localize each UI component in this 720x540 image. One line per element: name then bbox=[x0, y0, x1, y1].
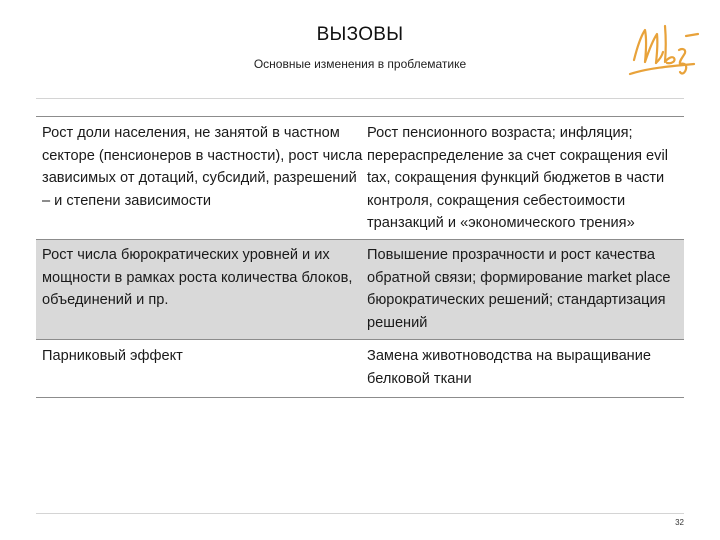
top-divider bbox=[36, 98, 684, 99]
table-row bbox=[36, 240, 684, 340]
page-title: ВЫЗОВЫ bbox=[316, 24, 404, 45]
challenges-table bbox=[36, 116, 684, 398]
response-cell: Замена животноводства на выращивание белковой ткани bbox=[367, 348, 652, 387]
response-cell: Рост пенсионного возраста; инфляция; перераспределение за счет сокращения evil tax, сокращения функций бюджетов в части контроля, сокращения себестоимости транзакций и «экономического трения» bbox=[367, 125, 668, 232]
response-cell: Повышение прозрачности и рост качества обратной связи; формирование market place бюрократических решений; стандартизация решений bbox=[367, 246, 671, 331]
challenge-cell: Парниковый эффект bbox=[42, 348, 183, 365]
page-subtitle: Основные изменения в проблематике bbox=[253, 57, 467, 71]
table-row bbox=[36, 340, 684, 397]
page-number: 32 bbox=[675, 518, 684, 527]
bottom-divider bbox=[36, 513, 684, 514]
challenge-cell: Рост доли населения, не занятой в частном секторе (пенсионеров в частности), рост числа зависимых от дотаций, субсидий, разрешений – и степени зависимости bbox=[42, 125, 363, 209]
signature-logo-icon bbox=[628, 14, 704, 80]
table-row bbox=[36, 117, 684, 240]
challenge-cell: Рост числа бюрократических уровней и их мощности в рамках роста количества блоков, объединений и пр. bbox=[42, 246, 353, 309]
